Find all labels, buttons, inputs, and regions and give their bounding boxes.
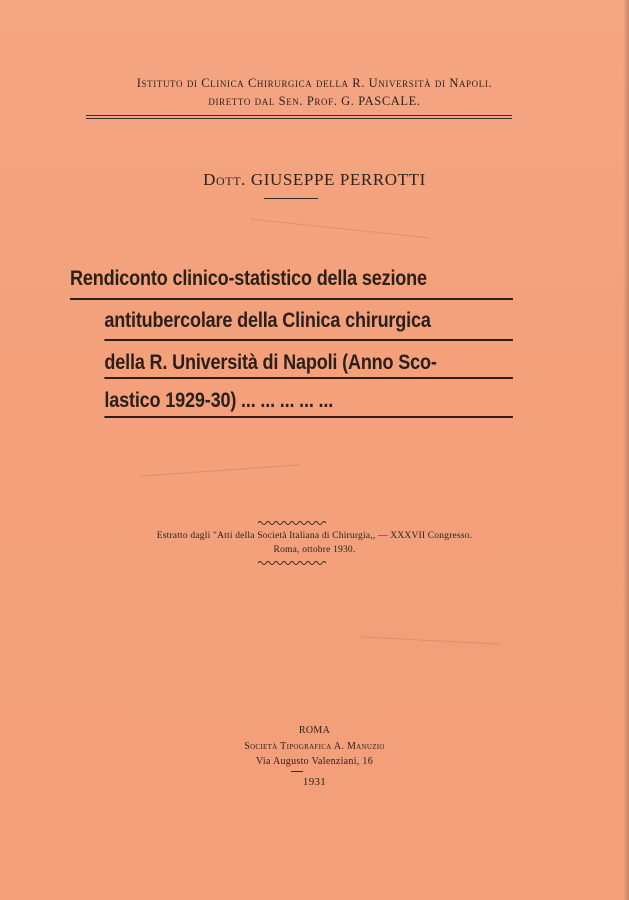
extract-source: Estratto dagli "Atti della Società Italiana di Chirurgia,, — XXXVII Congresso. [156, 531, 473, 541]
imprint-year: 1931 [302, 776, 327, 788]
page-edge-shadow [623, 0, 629, 900]
imprint-city: ROMA [298, 725, 331, 736]
title-line: Rendiconto clinico-statistico della sezione [70, 267, 427, 290]
extract-date: Roma, ottobre 1930. [273, 545, 356, 555]
author-title: Dott. [203, 170, 246, 189]
title-line: antitubercolare della Clinica chirurgica [104, 309, 431, 332]
header-rule-bottom [86, 118, 512, 119]
imprint-rule [291, 771, 303, 772]
paper-scratch [250, 219, 429, 239]
header-rule-top [86, 115, 512, 116]
paper-scratch [360, 636, 500, 644]
institute-director: diretto dal Sen. Prof. G. PASCALE. [208, 94, 421, 108]
title-underline [104, 339, 513, 341]
author-name: GIUSEPPE PERROTTI [250, 170, 426, 189]
title-line: della R. Università di Napoli (Anno Sco- [104, 351, 437, 374]
author-rule [264, 198, 318, 199]
paper-scratch [140, 464, 300, 476]
title-underline [70, 298, 513, 300]
imprint-address: Via Augusto Valenziani, 16 [256, 756, 373, 767]
title-underline [104, 377, 513, 379]
imprint-publisher: Società Tipografica A. Manuzio [244, 741, 385, 752]
institute-name: Istituto di Clinica Chirurgica della R. Università di Napoli. [136, 76, 493, 90]
title-underline [104, 416, 513, 418]
author-line [0, 170, 629, 190]
ornament-wavy-line-bottom [258, 560, 326, 566]
ornament-wavy-line-top [258, 520, 326, 526]
title-line: lastico 1929-30) ... ... ... ... ... [104, 389, 334, 412]
